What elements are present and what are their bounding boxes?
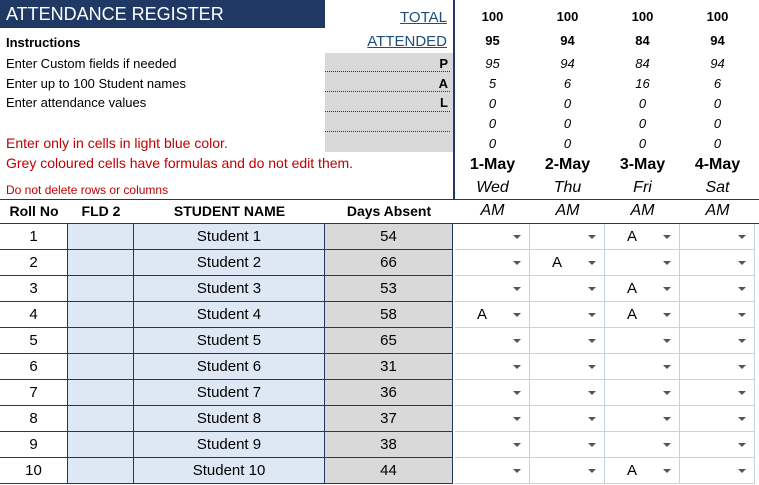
attendance-dropdown[interactable]: [605, 250, 680, 276]
dropdown-arrow-icon[interactable]: [513, 339, 521, 343]
dropdown-arrow-icon[interactable]: [663, 469, 671, 473]
dropdown-arrow-icon[interactable]: [663, 365, 671, 369]
attendance-dropdown[interactable]: [680, 328, 755, 354]
attendance-dropdown[interactable]: [455, 224, 530, 250]
days-absent-cell: 66: [325, 250, 453, 276]
dropdown-arrow-icon[interactable]: [588, 469, 596, 473]
divider: [325, 71, 450, 72]
dropdown-arrow-icon[interactable]: [663, 391, 671, 395]
attendance-dropdown[interactable]: [680, 432, 755, 458]
days-absent-cell: 31: [325, 354, 453, 380]
attendance-dropdown[interactable]: [680, 276, 755, 302]
dropdown-arrow-icon[interactable]: [738, 339, 746, 343]
date-code-count: 0: [638, 116, 647, 131]
dropdown-arrow-icon[interactable]: [738, 469, 746, 473]
session-header: AM: [555, 202, 580, 219]
dropdown-arrow-icon[interactable]: [738, 443, 746, 447]
date-attended: 94: [560, 33, 575, 48]
day-header: Thu: [553, 179, 582, 196]
attendance-dropdown[interactable]: [530, 224, 605, 250]
dropdown-arrow-icon[interactable]: [588, 365, 596, 369]
attendance-dropdown[interactable]: [605, 406, 680, 432]
session-header: AM: [480, 202, 505, 219]
date-code-count: 0: [563, 136, 572, 151]
date-header: 1-May: [469, 156, 516, 173]
dropdown-arrow-icon[interactable]: [513, 313, 521, 317]
date-code-count: 84: [635, 56, 650, 71]
dropdown-arrow-icon[interactable]: [588, 443, 596, 447]
days-absent-cell: 58: [325, 302, 453, 328]
attendance-dropdown[interactable]: [605, 432, 680, 458]
attendance-dropdown[interactable]: [530, 354, 605, 380]
date-code-count: 6: [563, 76, 572, 91]
days-absent-cell: 65: [325, 328, 453, 354]
date-header: 2-May: [544, 156, 591, 173]
date-code-count: 0: [488, 136, 497, 151]
days-absent-cell: 38: [325, 432, 453, 458]
attendance-value: A: [627, 280, 638, 297]
header-fld2: FLD 2: [81, 203, 121, 219]
attendance-dropdown[interactable]: [680, 458, 755, 484]
date-total: 100: [556, 9, 579, 24]
attendance-dropdown[interactable]: [605, 328, 680, 354]
roll-number-cell: 10: [0, 458, 68, 484]
attendance-dropdown[interactable]: [605, 354, 680, 380]
attendance-dropdown[interactable]: [530, 302, 605, 328]
date-code-count: 16: [635, 76, 650, 91]
attendance-dropdown[interactable]: [530, 380, 605, 406]
dropdown-arrow-icon[interactable]: [738, 261, 746, 265]
header-roll-no: Roll No: [9, 203, 59, 219]
roll-number-cell: 4: [0, 302, 68, 328]
header-days-absent: Days Absent: [346, 203, 432, 219]
dropdown-arrow-icon[interactable]: [663, 235, 671, 239]
attendance-value: A: [627, 306, 638, 323]
day-header: Sat: [705, 179, 730, 196]
date-code-count: 6: [713, 76, 722, 91]
fld2-cell[interactable]: [68, 302, 134, 328]
attendance-value: A: [627, 462, 638, 479]
date-code-count: 94: [560, 56, 575, 71]
fld2-cell[interactable]: [68, 406, 134, 432]
dropdown-arrow-icon[interactable]: [513, 287, 521, 291]
student-name-cell[interactable]: Student 10: [134, 458, 325, 484]
instructions-heading: Instructions: [6, 35, 81, 50]
date-code-count: 5: [488, 76, 497, 91]
attendance-dropdown[interactable]: [455, 458, 530, 484]
student-name-cell[interactable]: Student 8: [134, 406, 325, 432]
attendance-dropdown[interactable]: [530, 432, 605, 458]
roll-number-cell: 3: [0, 276, 68, 302]
date-code-count: 0: [713, 136, 722, 151]
date-header: 4-May: [694, 156, 741, 173]
divider: [325, 91, 450, 92]
note-grey-cells: Grey coloured cells have formulas and do not edit them.: [6, 155, 354, 171]
roll-number-cell: 7: [0, 380, 68, 406]
attendance-dropdown[interactable]: [455, 354, 530, 380]
dropdown-arrow-icon[interactable]: [588, 235, 596, 239]
dropdown-arrow-icon[interactable]: [663, 417, 671, 421]
roll-number-cell: 9: [0, 432, 68, 458]
attendance-dropdown[interactable]: [455, 432, 530, 458]
dropdown-arrow-icon[interactable]: [513, 261, 521, 265]
code-absent: A: [438, 76, 448, 91]
dropdown-arrow-icon[interactable]: [663, 339, 671, 343]
attendance-value: A: [477, 306, 488, 323]
date-total: 100: [631, 9, 654, 24]
date-code-count: 94: [710, 56, 725, 71]
attendance-dropdown[interactable]: [605, 276, 680, 302]
dropdown-arrow-icon[interactable]: [738, 313, 746, 317]
attendance-value: A: [552, 254, 563, 271]
attendance-dropdown[interactable]: [530, 276, 605, 302]
roll-number-cell: 1: [0, 224, 68, 250]
student-name-cell[interactable]: Student 2: [134, 250, 325, 276]
attendance-dropdown[interactable]: [455, 302, 530, 328]
dropdown-arrow-icon[interactable]: [738, 235, 746, 239]
days-absent-cell: 53: [325, 276, 453, 302]
fld2-cell[interactable]: [68, 354, 134, 380]
session-header: AM: [705, 202, 730, 219]
attendance-dropdown[interactable]: [605, 302, 680, 328]
date-attended: 95: [485, 33, 500, 48]
attendance-dropdown[interactable]: [605, 458, 680, 484]
student-name-cell[interactable]: Student 9: [134, 432, 325, 458]
dropdown-arrow-icon[interactable]: [738, 365, 746, 369]
register-title: ATTENDANCE REGISTER: [0, 0, 325, 28]
date-code-count: 95: [485, 56, 500, 71]
attendance-dropdown[interactable]: [680, 302, 755, 328]
attendance-dropdown[interactable]: [680, 250, 755, 276]
dropdown-arrow-icon[interactable]: [588, 417, 596, 421]
attendance-dropdown[interactable]: [530, 250, 605, 276]
total-label: TOTAL: [400, 9, 447, 26]
student-name-cell[interactable]: Student 3: [134, 276, 325, 302]
attendance-dropdown[interactable]: [605, 224, 680, 250]
fld2-cell[interactable]: [68, 250, 134, 276]
attendance-dropdown[interactable]: [605, 380, 680, 406]
student-name-cell[interactable]: Student 5: [134, 328, 325, 354]
fld2-cell[interactable]: [68, 432, 134, 458]
days-absent-cell: 44: [325, 458, 453, 484]
attendance-dropdown[interactable]: [455, 328, 530, 354]
attendance-dropdown[interactable]: [455, 406, 530, 432]
date-total: 100: [481, 9, 504, 24]
days-absent-cell: 36: [325, 380, 453, 406]
dropdown-arrow-icon[interactable]: [513, 417, 521, 421]
dropdown-arrow-icon[interactable]: [588, 287, 596, 291]
dropdown-arrow-icon[interactable]: [513, 443, 521, 447]
student-name-cell[interactable]: Student 7: [134, 380, 325, 406]
date-code-count: 0: [638, 136, 647, 151]
fld2-cell[interactable]: [68, 224, 134, 250]
instruction-line: Enter Custom fields if needed: [6, 56, 177, 71]
instruction-line: Enter up to 100 Student names: [6, 76, 186, 91]
code-late: L: [440, 95, 448, 110]
fld2-cell[interactable]: [68, 380, 134, 406]
date-code-count: 0: [488, 116, 497, 131]
dropdown-arrow-icon[interactable]: [663, 443, 671, 447]
roll-number-cell: 5: [0, 328, 68, 354]
dropdown-arrow-icon[interactable]: [738, 391, 746, 395]
dropdown-arrow-icon[interactable]: [588, 313, 596, 317]
date-code-count: 0: [638, 96, 647, 111]
date-code-count: 0: [563, 96, 572, 111]
date-code-count: 0: [488, 96, 497, 111]
attendance-dropdown[interactable]: [680, 380, 755, 406]
day-header: Wed: [476, 179, 509, 196]
student-name-cell[interactable]: Student 6: [134, 354, 325, 380]
attendance-dropdown[interactable]: [680, 224, 755, 250]
roll-number-cell: 8: [0, 406, 68, 432]
dropdown-arrow-icon[interactable]: [588, 391, 596, 395]
attendance-dropdown[interactable]: [680, 354, 755, 380]
attended-label: ATTENDED: [367, 33, 447, 50]
date-attended: 84: [635, 33, 650, 48]
date-total: 100: [706, 9, 729, 24]
dropdown-arrow-icon[interactable]: [513, 235, 521, 239]
fld2-cell[interactable]: [68, 328, 134, 354]
fld2-cell[interactable]: [68, 458, 134, 484]
attendance-dropdown[interactable]: [455, 380, 530, 406]
dropdown-arrow-icon[interactable]: [663, 287, 671, 291]
attendance-dropdown[interactable]: [530, 328, 605, 354]
dropdown-arrow-icon[interactable]: [738, 287, 746, 291]
attendance-value: A: [627, 228, 638, 245]
attendance-dropdown[interactable]: [530, 458, 605, 484]
date-code-count: 0: [713, 96, 722, 111]
day-header: Fri: [633, 179, 652, 196]
student-name-cell[interactable]: Student 1: [134, 224, 325, 250]
dropdown-arrow-icon[interactable]: [513, 365, 521, 369]
attendance-dropdown[interactable]: [680, 406, 755, 432]
roll-number-cell: 6: [0, 354, 68, 380]
dropdown-arrow-icon[interactable]: [513, 391, 521, 395]
attendance-dropdown[interactable]: [455, 250, 530, 276]
fld2-cell[interactable]: [68, 276, 134, 302]
note-rows: Do not delete rows or columns: [6, 183, 169, 197]
attendance-dropdown[interactable]: [455, 276, 530, 302]
divider: [325, 131, 450, 132]
dropdown-arrow-icon[interactable]: [588, 261, 596, 265]
dropdown-arrow-icon[interactable]: [513, 469, 521, 473]
dropdown-arrow-icon[interactable]: [663, 313, 671, 317]
days-absent-cell: 37: [325, 406, 453, 432]
header-student-name: STUDENT NAME: [173, 203, 286, 219]
dropdown-arrow-icon[interactable]: [663, 261, 671, 265]
student-name-cell[interactable]: Student 4: [134, 302, 325, 328]
dropdown-arrow-icon[interactable]: [588, 339, 596, 343]
code-present: P: [439, 56, 448, 71]
date-header: 3-May: [619, 156, 666, 173]
divider: [325, 111, 450, 112]
date-attended: 94: [710, 33, 725, 48]
session-header: AM: [630, 202, 655, 219]
date-code-count: 0: [563, 116, 572, 131]
instruction-line: Enter attendance values: [6, 95, 147, 110]
roll-number-cell: 2: [0, 250, 68, 276]
note-blue-cells: Enter only in cells in light blue color.: [6, 135, 228, 151]
days-absent-cell: 54: [325, 224, 453, 250]
date-code-count: 0: [713, 116, 722, 131]
attendance-dropdown[interactable]: [530, 406, 605, 432]
dropdown-arrow-icon[interactable]: [738, 417, 746, 421]
